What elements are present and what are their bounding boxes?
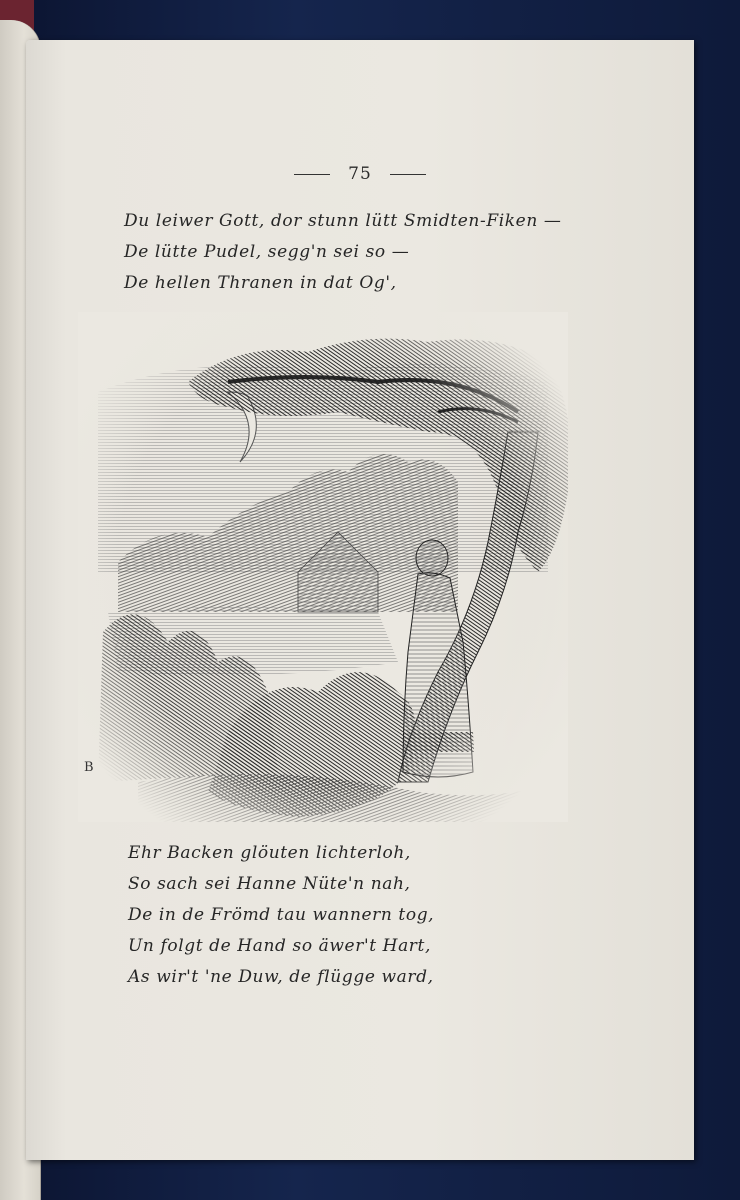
verse-top xyxy=(124,206,561,299)
book-page xyxy=(26,40,694,1160)
header-dash-right xyxy=(390,174,426,175)
verse-line: So sach sei Hanne Nüte'n nah, xyxy=(128,874,411,894)
verse-line: As wir't 'ne Duw, de flügge ward, xyxy=(128,967,434,987)
page-number: 75 xyxy=(348,164,372,184)
verse-bottom xyxy=(128,838,434,993)
vignette xyxy=(78,312,568,822)
artist-signature: B xyxy=(84,760,94,775)
engraving-illustration xyxy=(78,312,568,822)
page-header xyxy=(26,164,694,184)
verse-line: De in de Frömd tau wannern tog, xyxy=(128,905,435,925)
header-dash-left xyxy=(294,174,330,175)
verse-line: Un folgt de Hand so äwer't Hart, xyxy=(128,936,431,956)
verse-line: De hellen Thranen in dat Og', xyxy=(124,273,397,293)
verse-line: Du leiwer Gott, dor stunn lütt Smidten-Fiken — xyxy=(124,211,562,231)
verse-line: Ehr Backen glöuten lichterloh, xyxy=(128,843,411,863)
verse-line: De lütte Pudel, segg'n sei so — xyxy=(124,242,410,262)
